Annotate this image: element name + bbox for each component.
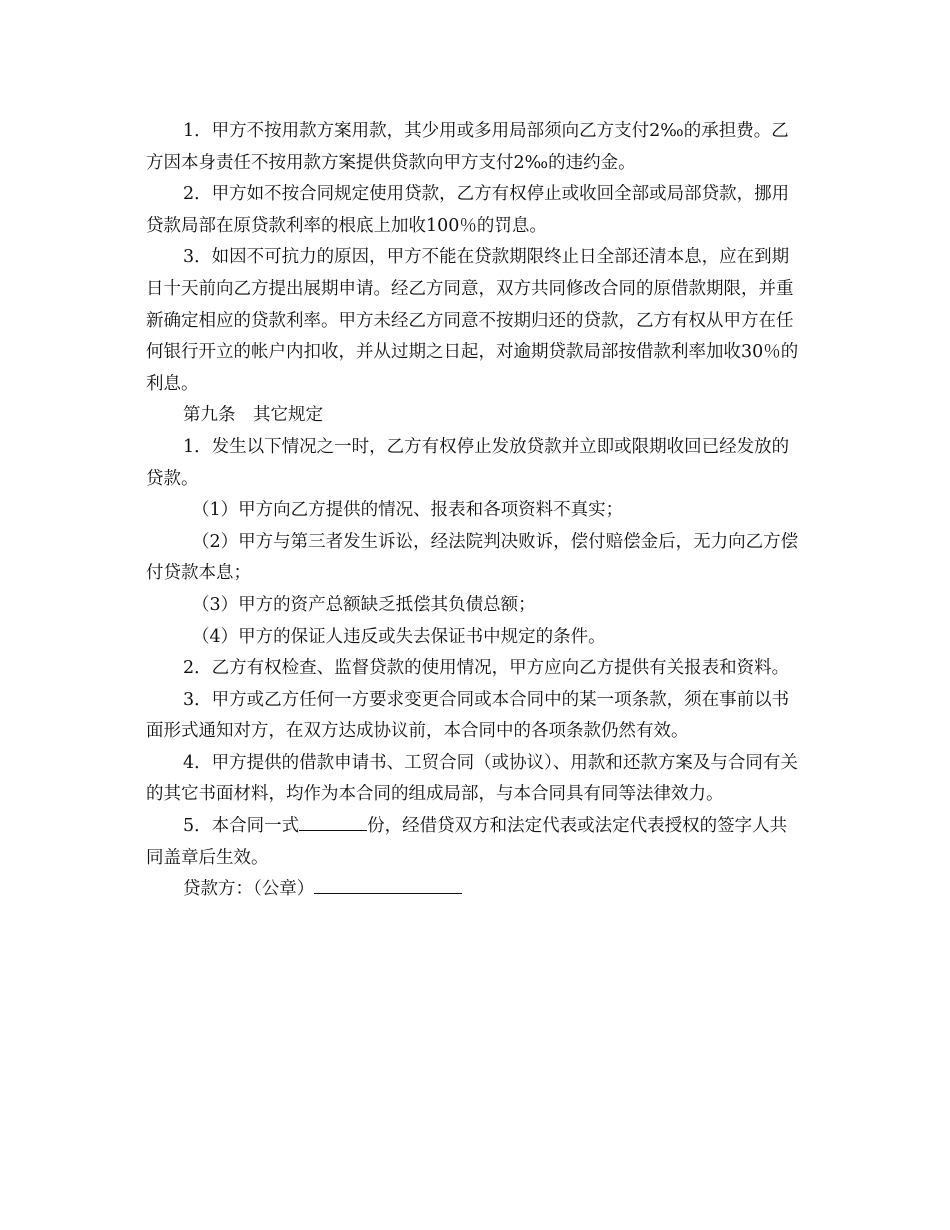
penalty-clause-2: 2．甲方如不按合同规定使用贷款，乙方有权停止或收回全部或局部贷款，挪用贷款局部在原贷款利率的根底上加收100％的罚息。 (146, 184, 790, 236)
list-item: （2）甲方与第三者发生诉讼，经法院判决败诉，偿付赔偿金后，无力向乙方偿付贷款本息； (146, 531, 799, 584)
other-clause-3: 3．甲方或乙方任何一方要求变更合同或本合同中的某一项条款，须在事前以书面形式通知对方，在双方达成协议前，本合同中的各项条款仍然有效。 (146, 689, 790, 742)
other-clause-5 (146, 811, 802, 874)
signature-line (146, 874, 802, 906)
clause-5-end: 份，经借贷双方和法定代表或法定代表授权的签字人共同盖章后生效。 (146, 816, 788, 868)
other-clause-2: 2．乙方有权检查、监督贷款的使用情况，甲方应向乙方提供有关报表和资料。 (183, 658, 790, 679)
list-item: （3）甲方的资产总额缺乏抵偿其负债总额； (192, 594, 536, 615)
document-body (146, 116, 802, 906)
list-item: （1）甲方向乙方提供的情况、报表和各项资料不真实； (192, 500, 624, 521)
penalty-clause-3: 3．如因不可抗力的原因，甲方不能在贷款期限终止日全部还清本息，应在到期日十天前向乙方提出展期申请。经乙方同意，双方共同修改合同的原借款期限，并重新确定相应的贷款利率。甲方未经乙方同意不按期归还的贷款，乙方有权从甲方在任何银行开立的帐户内扣收，并从过期之日起，对逾期贷款局部按借款利率加收30％的利息。 (146, 247, 799, 394)
other-clause-4: 4．甲方提供的借款申请书、工贸合同（或协议）、用款和还款方案及与合同有关的其它书面材料，均作为本合同的组成局部，与本合同具有同等法律效力。 (146, 752, 798, 805)
penalty-clause-1: 1．甲方不按用款方案用款，其少用或多用局部须向乙方支付2‰的承担费。乙方因本身责任不按用款方案提供贷款向甲方支付2‰的违约金。 (146, 121, 789, 173)
list-item: （4）甲方的保证人违反或失去保证书中规定的条件。 (192, 626, 606, 647)
other-clause-1: 1．发生以下情况之一时，乙方有权停止发放贷款并立即或限期收回已经发放的贷款。 (146, 436, 790, 489)
copies-blank (299, 812, 367, 831)
clause-5-start: 5．本合同一式 (183, 816, 300, 837)
signature-label: 贷款方：（公章） (183, 879, 315, 900)
seal-blank (314, 875, 462, 894)
section-heading: 第九条 其它规定 (183, 405, 323, 426)
